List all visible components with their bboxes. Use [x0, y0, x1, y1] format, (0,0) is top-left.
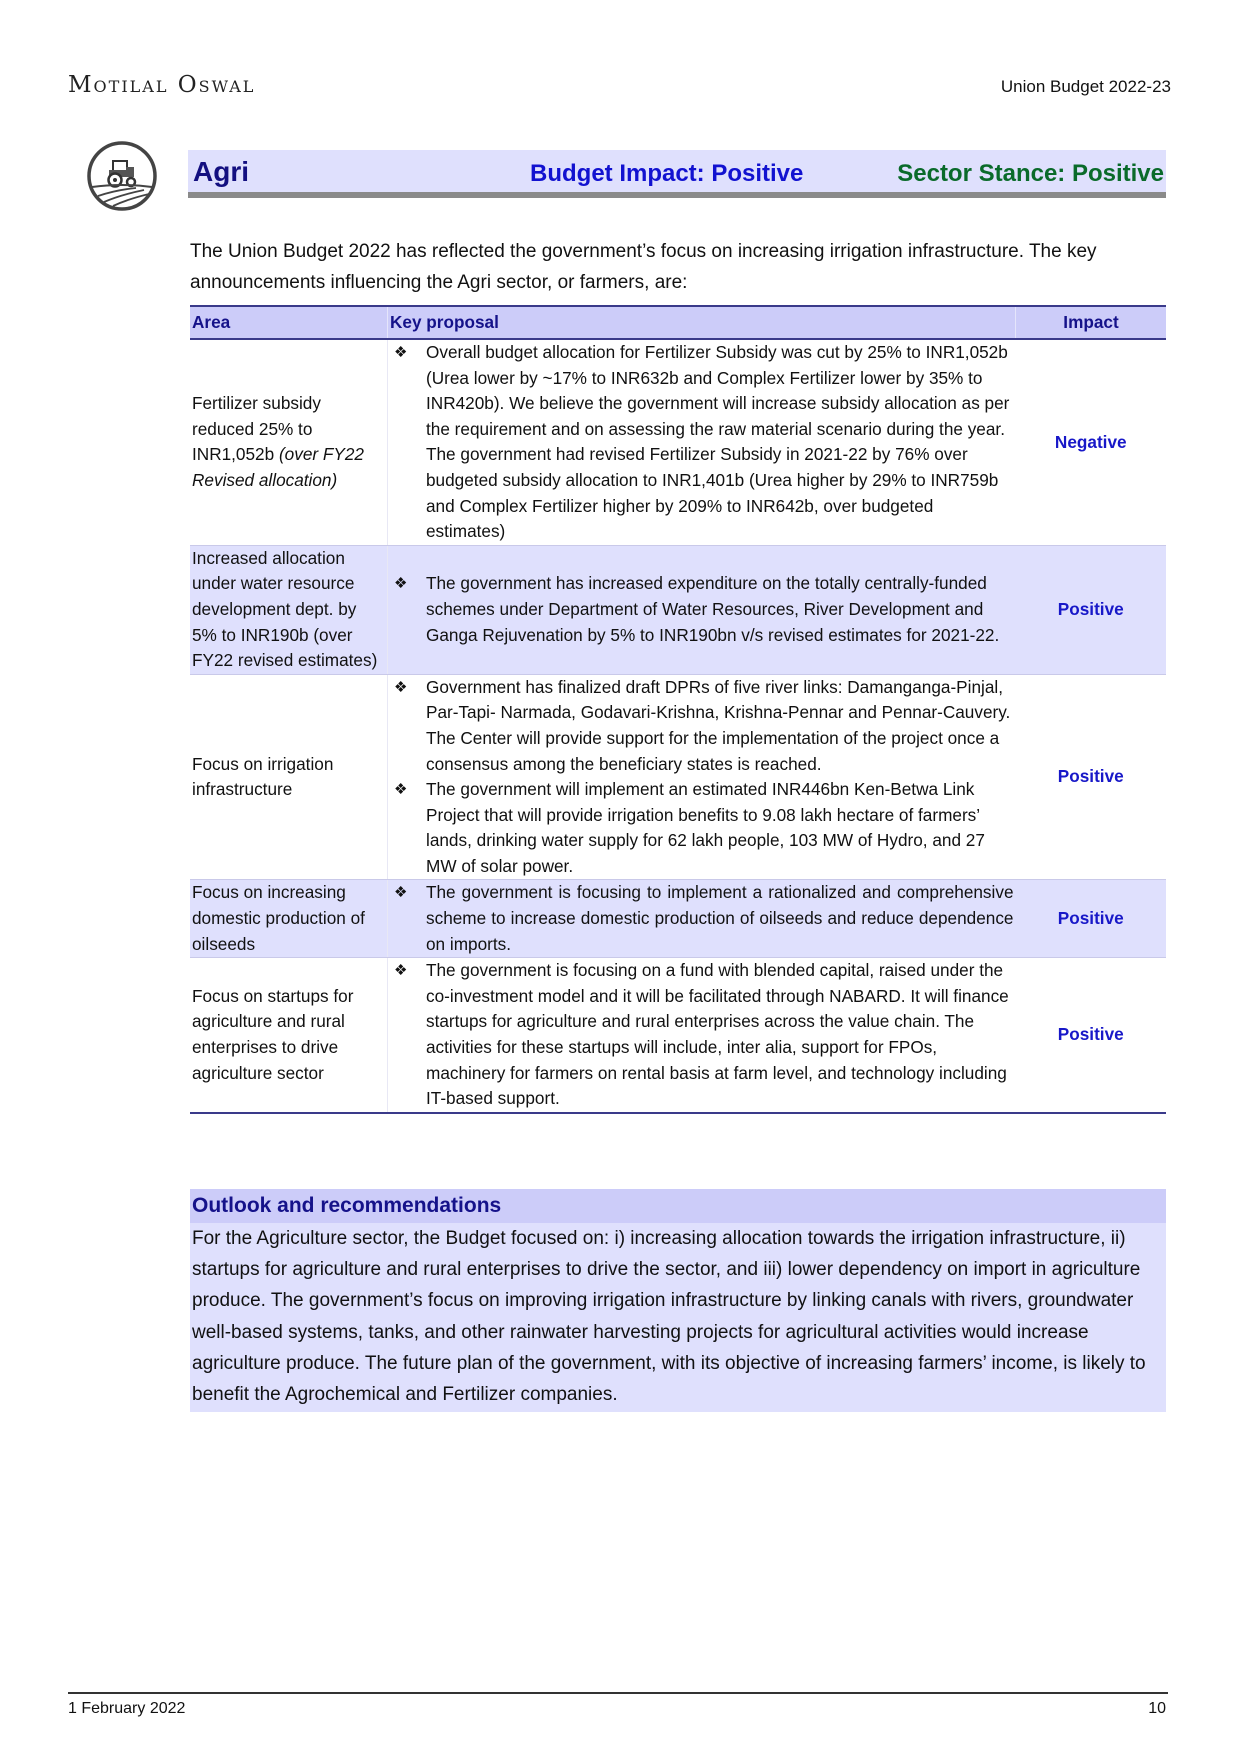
proposal-text: The government is focusing to implement a rationalized and comprehensive scheme to increase domestic production of oilseeds and reduce dependence on imports.: [426, 882, 1014, 954]
page-number: 10: [1148, 1700, 1166, 1717]
proposal-cell: [388, 674, 1016, 880]
proposal-cell: [388, 880, 1016, 958]
brand-logo: Motilal Oswal: [68, 72, 256, 98]
document-title: Union Budget 2022-23: [1000, 77, 1171, 96]
outlook-title: Outlook and recommendations: [190, 1189, 1166, 1223]
budget-impact: Budget Impact: Positive: [530, 160, 804, 187]
area-cell: [190, 674, 388, 880]
proposal-item: [390, 675, 1014, 777]
table-row: [190, 545, 1166, 674]
footer-divider: [68, 1692, 1168, 1694]
outlook-body: For the Agriculture sector, the Budget focused on: i) increasing allocation towards the irrigation infrastructure, ii) startups for agriculture and rural enterprises to drive the sector, and iii) lower dependency on import in agriculture produce. The government’s focus on improving irrigation infrastructure by linking canals with rivers, groundwater well-based systems, tanks, and other rainwater harvesting projects for agricultural activities would increase agriculture produce. The future plan of the government, with its objective of increasing farmers’ income, is likely to benefit the Agrochemical and Fertilizer companies.: [190, 1223, 1166, 1412]
area-cell: [190, 880, 388, 958]
table-header-row: [190, 306, 1166, 339]
proposal-list: [390, 958, 1014, 1112]
column-header-area: Area: [190, 306, 388, 339]
proposal-text: Overall budget allocation for Fertilizer Subsidy was cut by 25% to INR1,052b (Urea lower by ~17% to INR632b and Complex Fertilizer lower by 35% to INR420b). We believe the government will increase subsidy allocation as per the requirement and on assessing the raw material scenario during the year. The government had revised Fertilizer Subsidy in 2021-22 by 76% over budgeted subsidy allocation to INR1,401b (Urea higher by 29% to INR759b and Complex Fertilizer higher by 209% to INR642b, over budgeted estimates): [426, 342, 1010, 542]
area-text: Increased allocation under water resource development dept. by 5% to INR190b (over FY22 revised estimates): [192, 547, 378, 671]
proposal-cell: [388, 545, 1016, 674]
proposal-text: Government has finalized draft DPRs of five river links: Damanganga-Pinjal, Par-Tapi- Narmada, Godavari-Krishna, Krishna-Pennar and Pennar-Cauvery. The Center will provide support for the implementation of the project once a consensus among the beneficiary states is reached.: [426, 676, 1011, 774]
bullet-diamond-icon: ❖: [394, 962, 408, 980]
proposal-cell: [388, 339, 1016, 545]
proposals-table: [190, 305, 1166, 1114]
bullet-diamond-icon: ❖: [394, 344, 408, 361]
area-cell: [190, 958, 388, 1113]
proposal-list: [390, 340, 1014, 545]
proposal-item: [390, 880, 1014, 957]
impact-badge: Negative: [1016, 339, 1167, 545]
proposal-list: [390, 571, 1014, 648]
proposal-text: The government is focusing on a fund with blended capital, raised under the co-investment model and it will be facilitated through NABARD. It will finance startups for agriculture and rural enterprises across the value chain. The activities for these startups will include, inter alia, support for FPOs, machinery for farmers on rental basis at farm level, and technology including IT-based support.: [426, 960, 1009, 1109]
proposal-text: The government will implement an estimated INR446bn Ken-Betwa Link Project that will provide irrigation benefits to 9.08 lakh hectare of farmers’ lands, drinking water supply for 62 lakh people, 103 MW of Hydro, and 27 MW of solar power.: [426, 779, 985, 876]
sector-name: Agri: [193, 156, 249, 187]
area-cell: [190, 545, 388, 674]
table-row: [190, 958, 1166, 1113]
proposal-item: [390, 958, 1014, 1112]
area-text: Focus on increasing domestic production of oilseeds: [192, 882, 365, 954]
area-text: Focus on startups for agriculture and rural enterprises to drive agriculture sector: [192, 985, 354, 1083]
impact-badge: Positive: [1016, 958, 1167, 1113]
area-text: Focus on irrigation infrastructure: [192, 753, 334, 800]
area-cell: [190, 339, 388, 545]
tractor-field-icon: [86, 140, 158, 212]
sector-header-bar: [188, 150, 1166, 198]
sector-stance: Sector Stance: Positive: [897, 160, 1164, 187]
impact-badge: Positive: [1016, 545, 1167, 674]
bullet-diamond-icon: ❖: [394, 781, 408, 799]
proposal-item: [390, 777, 1014, 879]
proposal-item: [390, 340, 1014, 545]
bullet-diamond-icon: ❖: [394, 678, 408, 696]
table-row: [190, 339, 1166, 545]
proposal-item: [390, 571, 1014, 648]
table-row: [190, 880, 1166, 958]
proposal-list: [390, 880, 1014, 957]
impact-badge: Positive: [1016, 880, 1167, 958]
area-note: (over FY22 Revised allocation): [192, 444, 364, 490]
bullet-diamond-icon: ❖: [394, 575, 408, 593]
column-header-key-proposal: Key proposal: [388, 306, 1016, 339]
table-row: [190, 674, 1166, 880]
outlook-section: [190, 1189, 1166, 1412]
area-text: Fertilizer subsidy reduced 25% to INR1,052b: [192, 393, 321, 465]
intro-paragraph: The Union Budget 2022 has reflected the government’s focus on increasing irrigation infrastructure. The key announcements influencing the Agri sector, or farmers, are:: [190, 241, 1097, 293]
proposal-cell: [388, 958, 1016, 1113]
proposal-list: [390, 675, 1014, 880]
bullet-diamond-icon: ❖: [394, 884, 408, 902]
footer-date: 1 February 2022: [68, 1700, 186, 1717]
column-header-impact: Impact: [1016, 306, 1167, 339]
impact-badge: Positive: [1016, 674, 1167, 880]
proposal-text: The government has increased expenditure on the totally centrally-funded schemes under Department of Water Resources, River Development and Ganga Rejuvenation by 5% to INR190bn v/s revised estimates for 2021-22.: [426, 573, 1000, 645]
